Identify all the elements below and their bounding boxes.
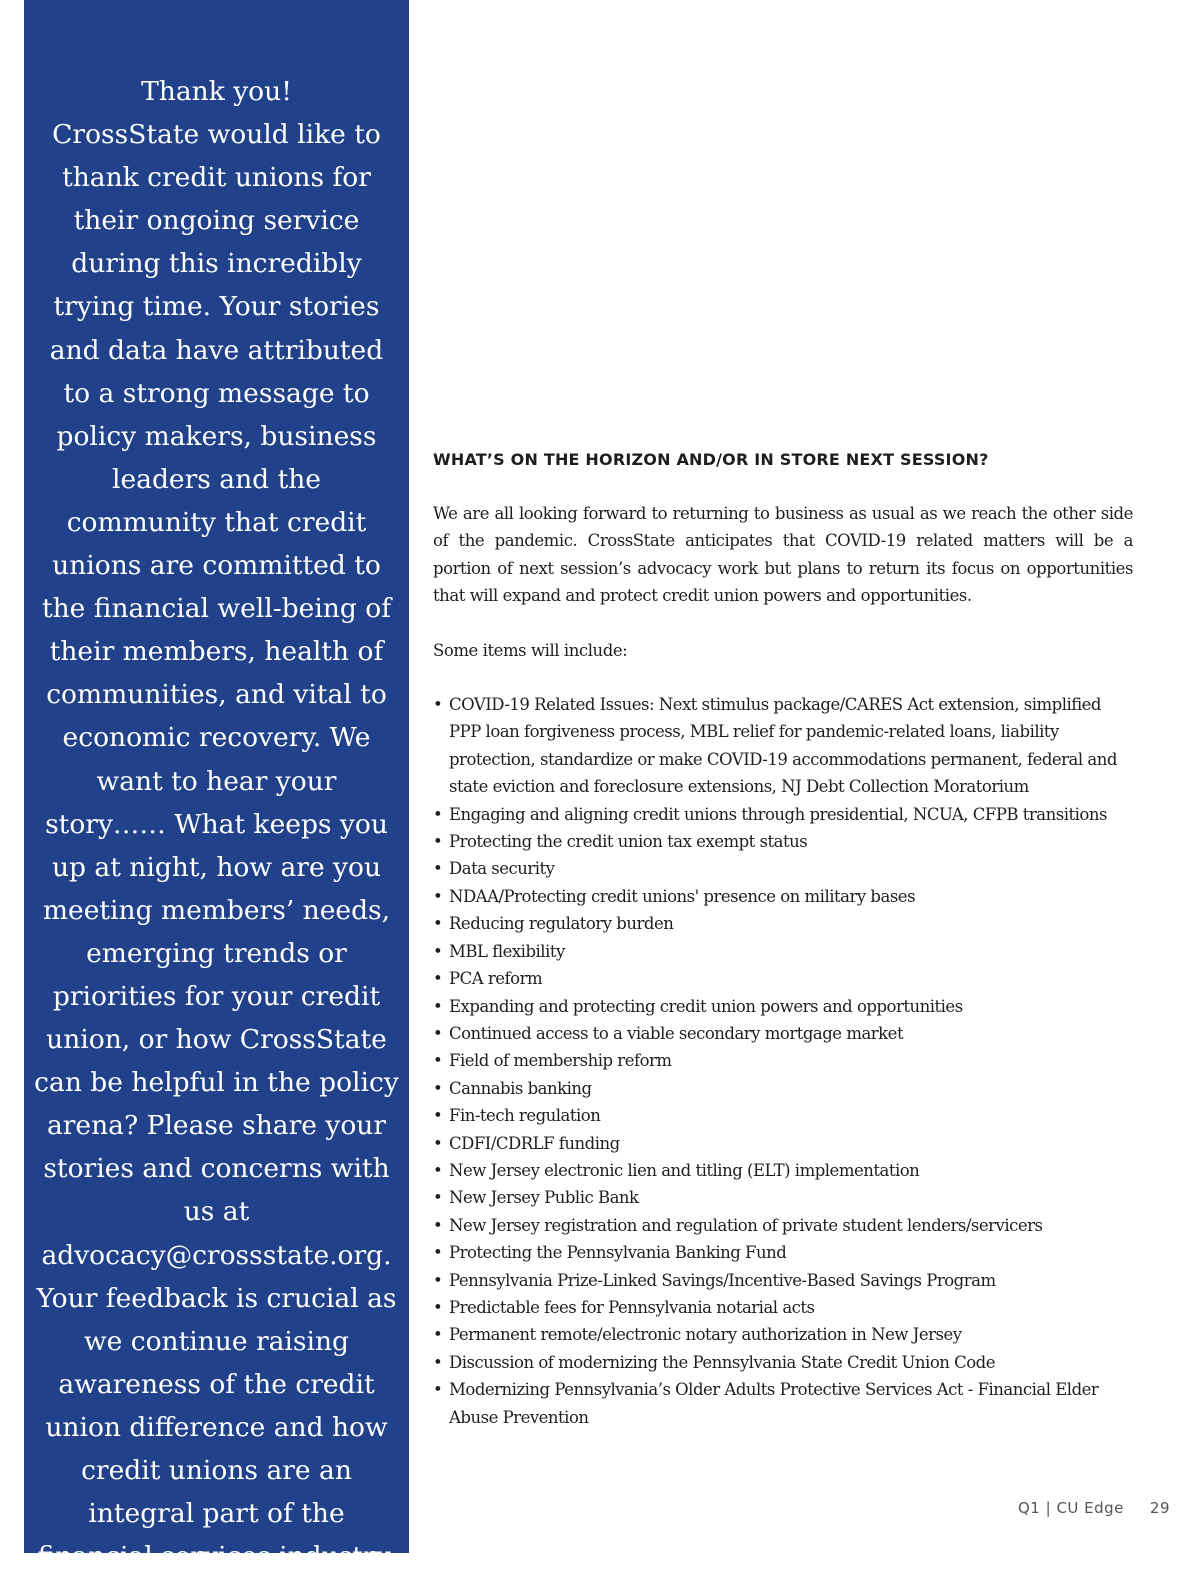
agenda-item-text: Continued access to a viable secondary mortgage market: [449, 1023, 904, 1043]
bullet-icon: •: [433, 695, 443, 715]
bullet-icon: •: [433, 1215, 443, 1235]
bullet-icon: •: [433, 886, 443, 906]
agenda-item-text: Fin-tech regulation: [449, 1106, 601, 1126]
agenda-item-text: Reducing regulatory burden: [449, 914, 674, 934]
agenda-item-text: Protecting the Pennsylvania Banking Fund: [449, 1243, 787, 1263]
agenda-item-text: Expanding and protecting credit union powers and opportunities: [449, 996, 963, 1016]
bullet-icon: •: [433, 1133, 443, 1153]
page-number: 29: [1149, 1499, 1170, 1517]
agenda-list-item: [433, 855, 1133, 882]
bullet-icon: •: [433, 1051, 443, 1071]
agenda-item-text: Data security: [449, 859, 555, 879]
bullet-icon: •: [433, 1380, 443, 1400]
agenda-list-item: [433, 1239, 1133, 1266]
bullet-icon: •: [433, 804, 443, 824]
bullet-icon: •: [433, 1325, 443, 1345]
bullet-icon: •: [433, 1106, 443, 1126]
agenda-item-text: CDFI/CDRLF funding: [449, 1133, 620, 1153]
agenda-item-text: Protecting the credit union tax exempt status: [449, 832, 808, 852]
bullet-icon: •: [433, 1188, 443, 1208]
bullet-icon: •: [433, 832, 443, 852]
bullet-icon: •: [433, 1270, 443, 1290]
bullet-icon: •: [433, 969, 443, 989]
agenda-list-item: [433, 1075, 1133, 1102]
thank-you-sidebar: [24, 0, 409, 1573]
agenda-item-text: Cannabis banking: [449, 1078, 592, 1098]
bullet-icon: •: [433, 1078, 443, 1098]
bullet-icon: •: [433, 1297, 443, 1317]
bullet-icon: •: [433, 941, 443, 961]
horizon-section: [433, 448, 1133, 1431]
agenda-item-text: Field of membership reform: [449, 1051, 672, 1071]
agenda-item-text: New Jersey electronic lien and titling (ELT) implementation: [449, 1160, 920, 1180]
items-intro: Some items will include:: [433, 640, 628, 660]
agenda-list-item: [433, 965, 1133, 992]
agenda-list-item: [433, 1212, 1133, 1239]
bullet-icon: •: [433, 1023, 443, 1043]
bullet-icon: •: [433, 859, 443, 879]
agenda-list-item: [433, 1376, 1133, 1431]
intro-paragraph: We are all looking forward to returning to business as usual as we reach the other side of the pandemic. CrossState anticipates that COVID-19 related matters will be a portion of next session’s advocacy work but plans to return its focus on opportunities that will expand and protect credit union powers and opportunities.: [433, 504, 1133, 606]
agenda-item-text: COVID-19 Related Issues: Next stimulus package/CARES Act extension, simplified PPP loan forgiveness process, MBL relief for pandemic-related loans, liability protection, standardize or make COVID-19 accommodations permanent, federal and state eviction and foreclosure extensions, NJ Debt Collection Moratorium: [449, 695, 1117, 797]
agenda-item-text: Predictable fees for Pennsylvania notarial acts: [449, 1297, 815, 1317]
agenda-list-item: [433, 1157, 1133, 1184]
agenda-list-item: [433, 910, 1133, 937]
agenda-list-item: [433, 828, 1133, 855]
agenda-item-text: PCA reform: [449, 969, 543, 989]
agenda-item-text: New Jersey registration and regulation of private student lenders/servicers: [449, 1215, 1043, 1235]
agenda-list: [433, 691, 1133, 1431]
bullet-icon: •: [433, 914, 443, 934]
agenda-list-item: [433, 1130, 1133, 1157]
thank-you-message: CrossState would like to thank credit unions for their ongoing service during this incredibly trying time. Your stories and data have attributed to a strong message to policy makers, business leaders and the community that credit unions are committed to the financial well-being of their members, health of communities, and vital to economic recovery. We want to hear your story…… What keeps you up at night, how are you meeting members’ needs, emerging trends or priorities for your credit union, or how CrossState can be helpful in the policy arena? Please share your stories and concerns with us at advocacy@crossstate.org. Your feedback is crucial as we continue raising awareness of the credit union difference and how credit unions are an integral part of the financial services industry.: [34, 119, 399, 1573]
agenda-list-item: [433, 1349, 1133, 1376]
agenda-list-item: [433, 1047, 1133, 1074]
agenda-item-text: Pennsylvania Prize-Linked Savings/Incentive-Based Savings Program: [449, 1270, 996, 1290]
agenda-list-item: [433, 1020, 1133, 1047]
agenda-list-item: [433, 1267, 1133, 1294]
agenda-list-item: [433, 1102, 1133, 1129]
agenda-list-item: [433, 1294, 1133, 1321]
agenda-list-item: [433, 801, 1133, 828]
bullet-icon: •: [433, 1352, 443, 1372]
agenda-list-item: [433, 1184, 1133, 1211]
bullet-icon: •: [433, 1160, 443, 1180]
agenda-list-item: [433, 1321, 1133, 1348]
agenda-item-text: Modernizing Pennsylvania’s Older Adults Protective Services Act - Financial Elder Abuse Prevention: [449, 1380, 1099, 1427]
agenda-item-text: New Jersey Public Bank: [449, 1188, 639, 1208]
agenda-list-item: [433, 993, 1133, 1020]
agenda-item-text: MBL flexibility: [449, 941, 565, 961]
agenda-list-item: [433, 938, 1133, 965]
agenda-item-text: Engaging and aligning credit unions through presidential, NCUA, CFPB transitions: [449, 804, 1107, 824]
bullet-icon: •: [433, 1243, 443, 1263]
thank-you-title: Thank you!: [141, 76, 292, 107]
agenda-item-text: NDAA/Protecting credit unions' presence on military bases: [449, 886, 916, 906]
section-heading: WHAT’S ON THE HORIZON AND/OR IN STORE NEXT SESSION?: [433, 450, 989, 469]
agenda-list-item: [433, 691, 1133, 801]
bullet-icon: •: [433, 996, 443, 1016]
publication-name: Q1 | CU Edge: [1018, 1499, 1124, 1517]
agenda-item-text: Permanent remote/electronic notary authorization in New Jersey: [449, 1325, 962, 1345]
agenda-list-item: [433, 883, 1133, 910]
agenda-item-text: Discussion of modernizing the Pennsylvania State Credit Union Code: [449, 1352, 996, 1372]
